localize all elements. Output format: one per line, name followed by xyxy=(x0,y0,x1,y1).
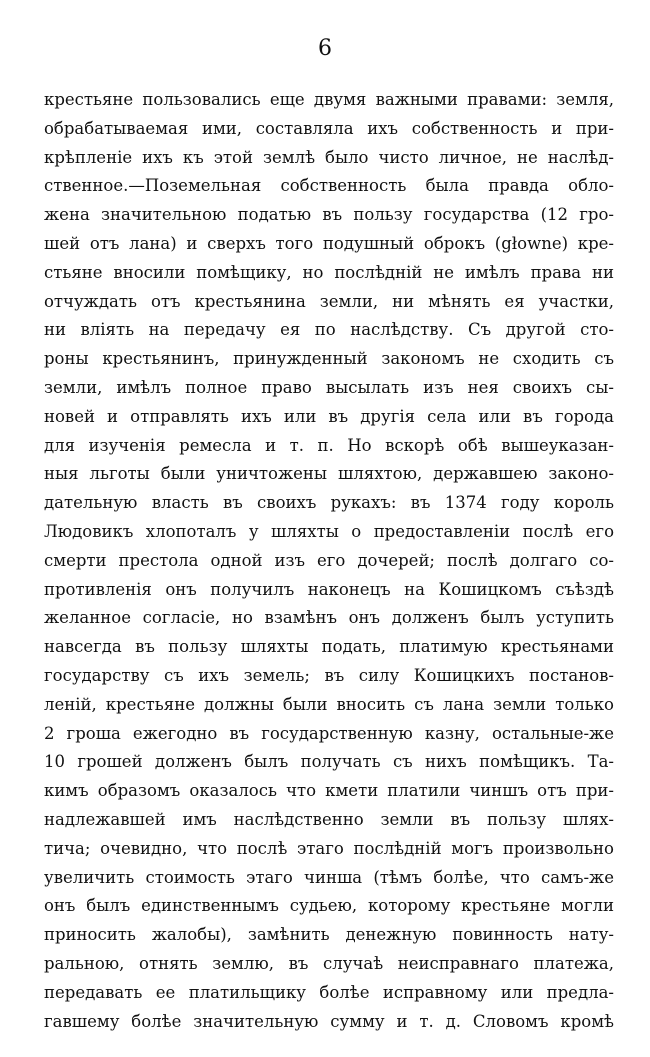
text-line: крѣпленіе ихъ къ этой землѣ было чисто личное, не наслѣд- xyxy=(44,147,614,167)
text-line: желанное согласіе, но взамѣнъ онъ долженъ былъ уступить xyxy=(44,608,614,628)
text-line: крестьяне пользовались еще двумя важными правами: земля, xyxy=(44,90,614,109)
text-line: стьяне вносили помѣщику, но послѣдній не имѣлъ права ни xyxy=(44,262,614,282)
text-line: онъ былъ единственнымъ судьею, которому крестьяне могли xyxy=(44,896,614,916)
text-line: Людовикъ хлопоталъ у шляхты о предоставленіи послѣ его xyxy=(44,521,614,541)
text-line: жена значительною податью въ пользу государства (12 гро- xyxy=(44,205,614,225)
text-line: передавать ее платильщику болѣе исправному или предла- xyxy=(44,982,614,1002)
text-line: смерти престола одной изъ его дочерей; послѣ долгаго со- xyxy=(44,550,614,570)
text-line: роны крестьянинъ, принужденный закономъ не сходить съ xyxy=(44,349,614,369)
text-line: ральною, отнять землю, въ случаѣ неисправнаго платежа, xyxy=(44,953,614,973)
text-line: земли, имѣлъ полное право высылать изъ нея своихъ сы- xyxy=(44,377,614,397)
text-line: тича; очевидно, что послѣ этаго послѣдній могъ произвольно xyxy=(44,838,614,858)
text-line: навсегда въ пользу шляхты подать, платимую крестьянами xyxy=(44,637,614,657)
text-line: государству съ ихъ земель; въ силу Кошицкихъ постанов- xyxy=(44,665,614,685)
text-line: отчуждать отъ крестьянина земли, ни мѣнять ея участки, xyxy=(44,291,614,311)
text-line: ственное.—Поземельная собственность была правда обло- xyxy=(44,176,614,196)
text-line: увеличить стоимость этаго чинша (тѣмъ болѣе, что самъ-же xyxy=(44,867,614,887)
body-text xyxy=(44,86,614,1036)
text-line: шей отъ лана) и сверхъ того подушный оброкъ (głowne) кре- xyxy=(44,233,614,253)
text-line: ни влiять на передачу ея по наслѣдству. Съ другой сто- xyxy=(44,320,614,340)
text-line: леній, крестьяне должны были вносить съ лана земли только xyxy=(44,694,614,714)
text-line: для изученія ремесла и т. п. Но вскорѣ обѣ вышеуказан- xyxy=(44,435,614,455)
text-line: 2 гроша ежегодно въ государственную казну, остальные-же xyxy=(44,723,614,743)
text-line: дательную власть въ своихъ рукахъ: въ 1374 году король xyxy=(44,493,614,513)
text-line: новей и отправлять ихъ или въ другія села или въ города xyxy=(44,406,614,426)
text-line: кимъ образомъ оказалось что кмети платили чиншъ отъ при- xyxy=(44,781,614,801)
text-line: противленія онъ получилъ наконецъ на Кошицкомъ съѣздѣ xyxy=(44,579,614,599)
page-number: 6 xyxy=(318,36,332,61)
text-line: гавшему болѣе значительную сумму и т. д. Словомъ кромѣ xyxy=(44,1011,614,1031)
text-line: обрабатываемая ими, составляла ихъ собственность и при- xyxy=(44,118,614,138)
text-line: приносить жалобы), замѣнить денежную повинность нату- xyxy=(44,925,614,945)
text-line: ныя льготы были уничтожены шляхтою, державшею законо- xyxy=(44,464,614,484)
text-line: 10 грошей долженъ былъ получать съ нихъ помѣщикъ. Та- xyxy=(44,752,614,772)
text-line: надлежавшей имъ наслѣдственно земли въ пользу шлях- xyxy=(44,809,614,829)
